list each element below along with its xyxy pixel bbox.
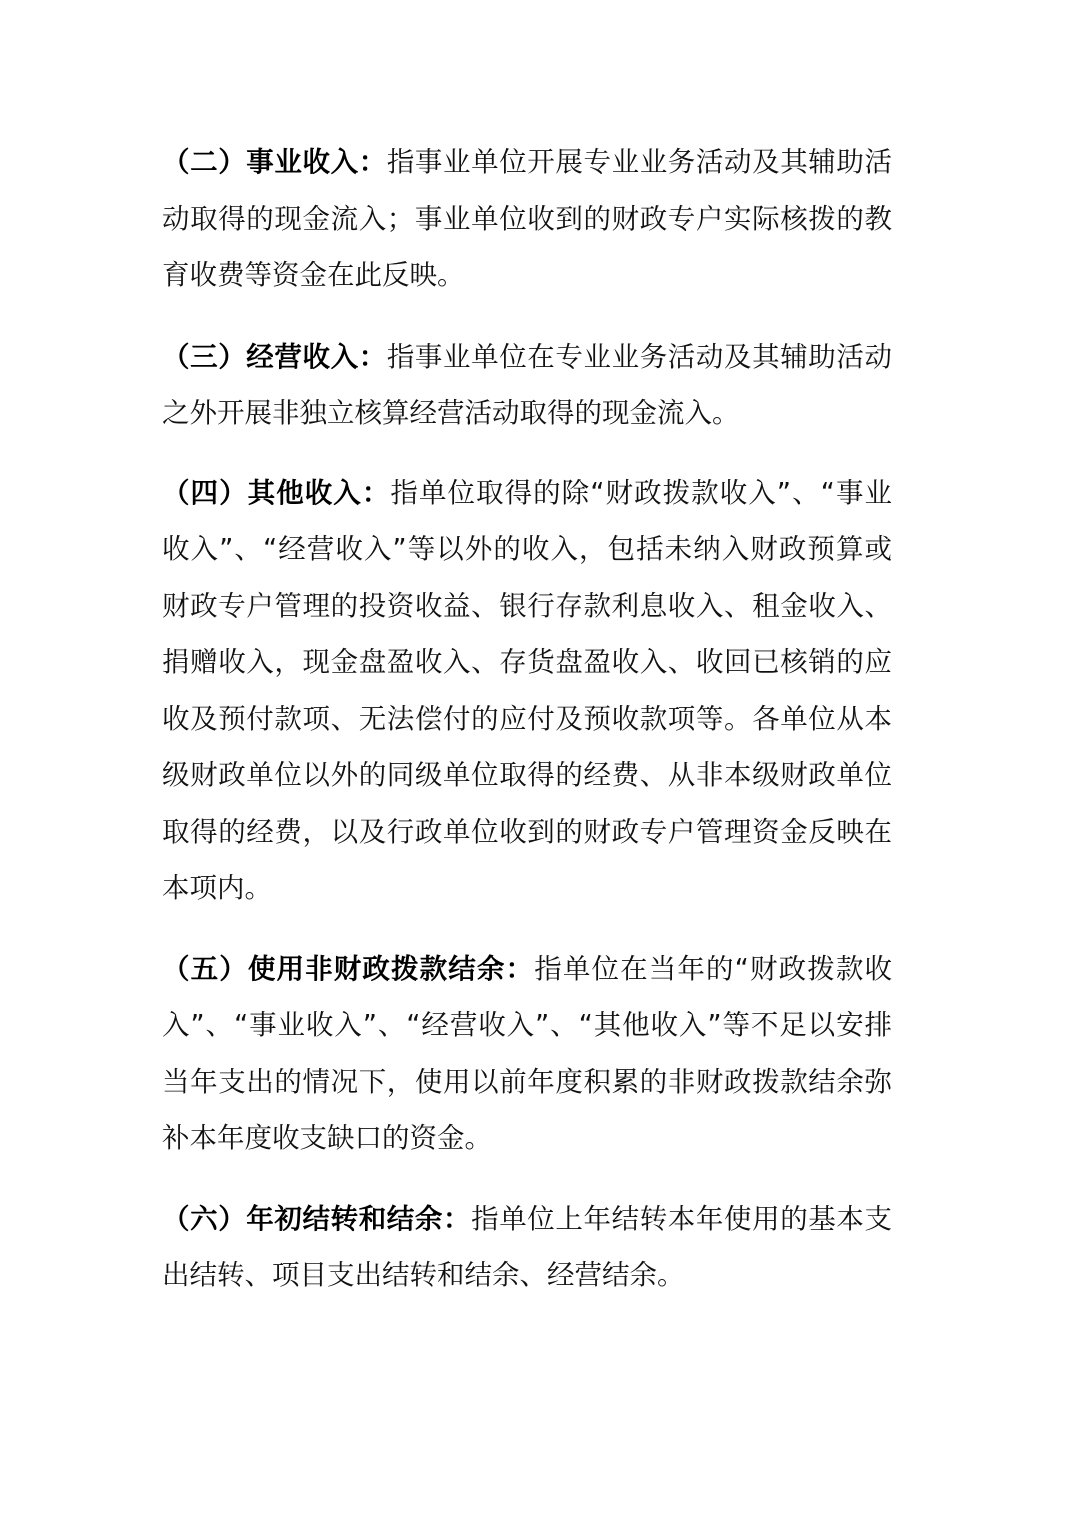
definition-business-income: 指事业单位开展专业业务活动及其辅助活动取得的现金流入；事业单位收到的财政专户实际核拨的教育收费等资金在此反映。 bbox=[162, 146, 893, 291]
paragraph-other-income bbox=[162, 465, 892, 917]
definition-operating-income: 指事业单位在专业业务活动及其辅助活动之外开展非独立核算经营活动取得的现金流入。 bbox=[162, 340, 893, 429]
definition-non-fiscal-balance: 指单位在当年的“财政拨款收入”、“事业收入”、“经营收入”、“其他收入”等不足以安排当年支出的情况下，使用以前年度积累的非财政拨款结余弥补本年度收支缺口的资金。 bbox=[162, 952, 893, 1154]
term-non-fiscal-balance: （五）使用非财政拨款结余： bbox=[162, 952, 535, 985]
document-body bbox=[162, 134, 892, 1329]
paragraph-non-fiscal-balance bbox=[162, 941, 892, 1167]
paragraph-operating-income bbox=[162, 329, 892, 442]
paragraph-business-income bbox=[162, 134, 892, 304]
definition-other-income: 指单位取得的除“财政拨款收入”、“事业收入”、“经营收入”等以外的收入，包括未纳入财政预算或财政专户管理的投资收益、银行存款利息收入、租金收入、捐赠收入，现金盘盈收入、存货盘盈收入、收回已核销的应收及预付款项、无法偿付的应付及预收款项等。各单位从本级财政单位以外的同级单位取得的经费、从非本级财政单位取得的经费，以及行政单位收到的财政专户管理资金反映在本项内。 bbox=[162, 476, 892, 904]
term-opening-carryover: （六）年初结转和结余： bbox=[162, 1202, 472, 1235]
term-business-income: （二）事业收入： bbox=[162, 146, 387, 178]
term-operating-income: （三）经营收入： bbox=[162, 340, 387, 373]
term-other-income: （四）其他收入： bbox=[162, 476, 391, 509]
paragraph-opening-carryover bbox=[162, 1191, 892, 1304]
definition-opening-carryover: 指单位上年结转本年使用的基本支出结转、项目支出结转和结余、经营结余。 bbox=[162, 1202, 893, 1291]
